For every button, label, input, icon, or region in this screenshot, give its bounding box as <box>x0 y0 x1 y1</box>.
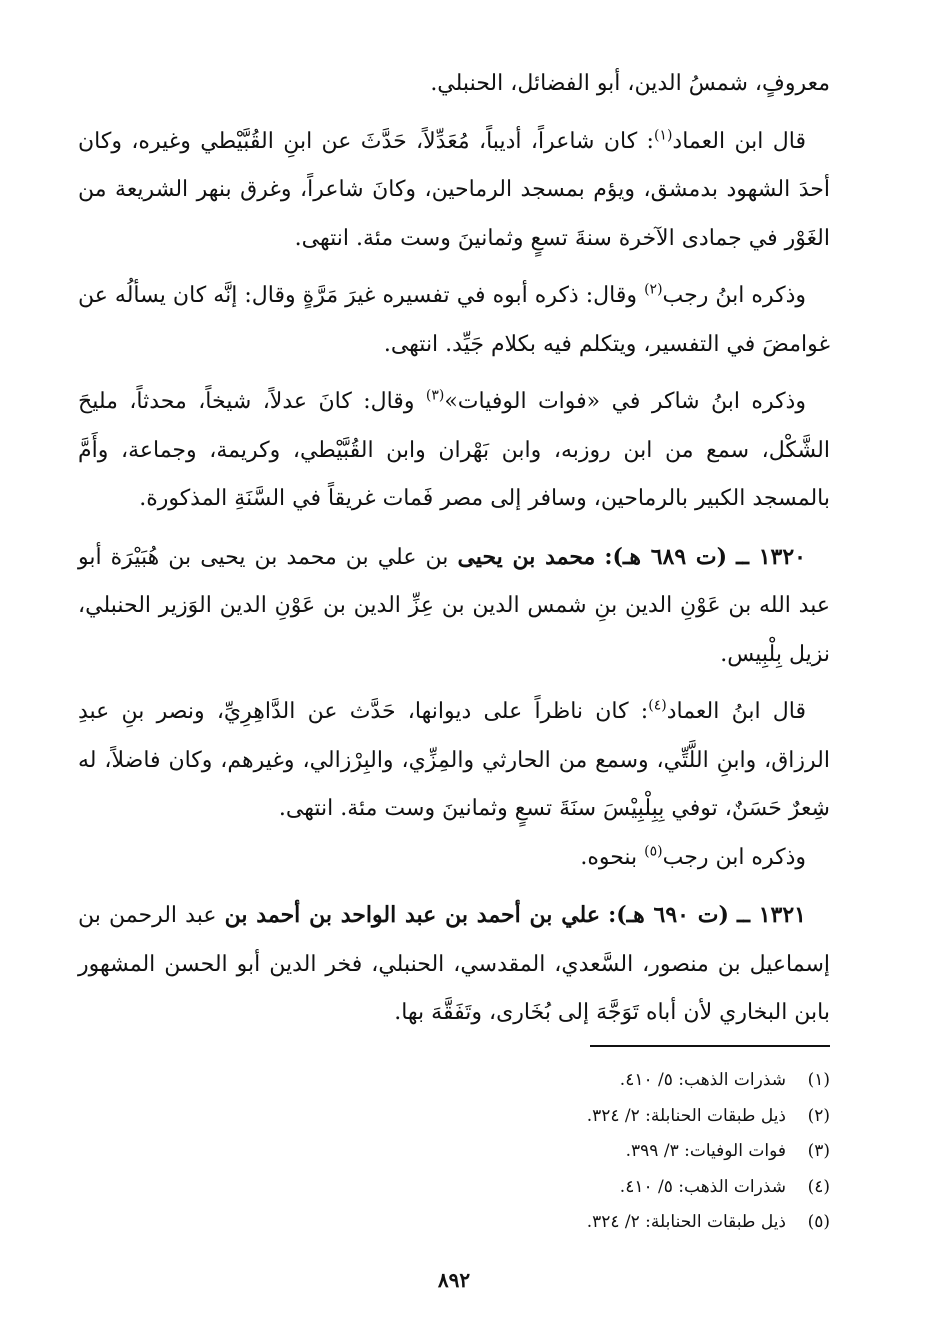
footnote-text: ذيل طبقات الحنابلة: ٢/ ٣٢٤. <box>586 1212 786 1232</box>
paragraph-lead: وذكره ابنُ رجب <box>662 283 806 308</box>
paragraph-text: : كان شاعراً، أديباً، مُعَدِّلاً، حَدَّثَ عن ابنِ القُبَّيْطي وغيره، وكان أحدَ الشهود بدمشق، ويؤم بمسجد الرماحين، وكانَ شاعراً، وغرق بنهر الشريعة من الغَوْر في جمادى الآخرة سنةَ تسعٍ وثمانينَ وست مئة. انتهى. <box>78 128 830 251</box>
paragraph-continuation <box>78 60 830 109</box>
entry-lineage: عبد الرحمن بن إسماعيل بن منصور، السَّعدي، المقدسي، الحنبلي، فخر الدين أبو الحسن المشهور بابن البخاري لأن أباه تَوَجَّهَ إلى بُخَارى، وتَفَقَّهَ بها. <box>78 903 830 1025</box>
footnote-ref-5[interactable]: (٥) <box>644 843 663 860</box>
paragraph-text: وقال: ذكره أبوه في تفسيره غيرَ مَرَّةٍ وقال: إنَّه كان يسألُه عن غوامضَ في التفسير، ويتكلم فيه بكلام جَيِّد. انتهى. <box>78 283 830 357</box>
footnote-text: فوات الوفيات: ٣/ ٣٩٩. <box>625 1141 786 1161</box>
paragraph-ibn-rajab-1 <box>78 272 830 369</box>
footnote-number: (٣) <box>807 1141 830 1161</box>
footnote-text: شذرات الذهب: ٥/ ٤١٠. <box>619 1176 786 1197</box>
paragraph-text: : كان ناظراً على ديوانها، حَدَّث عن الدَّاهِرِيِّ، ونصر بنِ عبدِ الرزاق، وابنِ اللَّتِّي، وسمع من الحارثي والمِزِّي، والبِرْزالي، وغيرهم، وكان فاضلاً، له شِعرٌ حَسَنٌ، توفي بِبِلْبِيْسَ سنَةَ تسعٍ وثمانينَ وست مئة. انتهى. <box>78 699 830 821</box>
paragraph-ibn-alimad-1 <box>78 118 830 264</box>
page-body <box>78 60 830 1300</box>
paragraph-text: معروفٍ، شمسُ الدين، أبو الفضائل، الحنبلي. <box>430 71 830 96</box>
paragraph-ibn-alimad-2 <box>78 688 830 834</box>
page-number: ٨٩٢ <box>437 1268 471 1292</box>
footnotes <box>78 1063 830 1241</box>
footnote-ref-2[interactable]: (٢) <box>644 281 663 298</box>
entry-date: (ت ٦٨٩ هـ): <box>604 543 728 570</box>
entry-date: (ت ٦٩٠ هـ): <box>608 902 729 928</box>
footnote-divider <box>590 1045 830 1047</box>
footnote-item <box>78 1099 830 1135</box>
entry-number: ١٣٢٠ ــ <box>736 543 806 570</box>
paragraph-lead: قال ابنُ العماد <box>666 699 806 724</box>
paragraph-lead: وذكره ابن رجب <box>662 844 806 870</box>
entry-1320 <box>78 533 830 680</box>
footnote-item <box>78 1170 830 1206</box>
entry-name: محمد بن يحيى <box>457 543 596 570</box>
entry-name: علي بن أحمد بن عبد الواحد بن أحمد بن <box>224 902 600 928</box>
entry-number: ١٣٢١ ــ <box>737 902 806 928</box>
footnote-ref-4[interactable]: (٤) <box>648 697 667 714</box>
paragraph-lead: قال ابن العماد <box>672 128 806 154</box>
paragraph-ibn-rajab-2 <box>78 834 830 883</box>
footnote-item <box>78 1205 830 1241</box>
footnote-number: (٤) <box>807 1176 830 1197</box>
footnote-item <box>78 1134 830 1170</box>
paragraph-lead: وذكره ابنُ شاكر في «فوات الوفيات» <box>444 389 806 414</box>
footnote-text: ذيل طبقات الحنابلة: ٢/ ٣٢٤. <box>586 1105 786 1126</box>
entry-1321 <box>78 891 830 1038</box>
footnote-ref-1[interactable]: (١) <box>653 127 673 144</box>
footnote-number: (١) <box>807 1070 830 1090</box>
footnote-item <box>78 1063 830 1099</box>
paragraph-ibn-shakir <box>78 378 830 524</box>
paragraph-text: وقال: كانَ عدلاً، شيخاً، محدثاً، مليحَ الشَّكْل، سمع من ابن روزبه، وابن بَهْران وابن القُبَّيْطي، وكريمة، وجماعة، وأَمَّ بالمسجد الكبير بالرماحين، وسافر إلى مصر فَمات غريقاً في السَّنَةِ المذكورة. <box>78 389 830 511</box>
footnote-number: (٢) <box>807 1105 830 1126</box>
footnote-number: (٥) <box>807 1212 830 1232</box>
paragraph-text: بنحوه. <box>580 844 645 870</box>
footnote-text: شذرات الذهب: ٥/ ٤١٠. <box>619 1070 786 1090</box>
footnote-ref-3[interactable]: (٣) <box>425 387 445 404</box>
entry-lineage: بن علي بن محمد بن يحيى بن هُبَيْرَة أبو عبد الله بن عَوْنِ الدين بنِ شمس الدين بن عِزِّ الدين بن عَوْنِ الدين الوَزير الحنبلي، نزيل بِلْبِيس. <box>78 544 830 667</box>
